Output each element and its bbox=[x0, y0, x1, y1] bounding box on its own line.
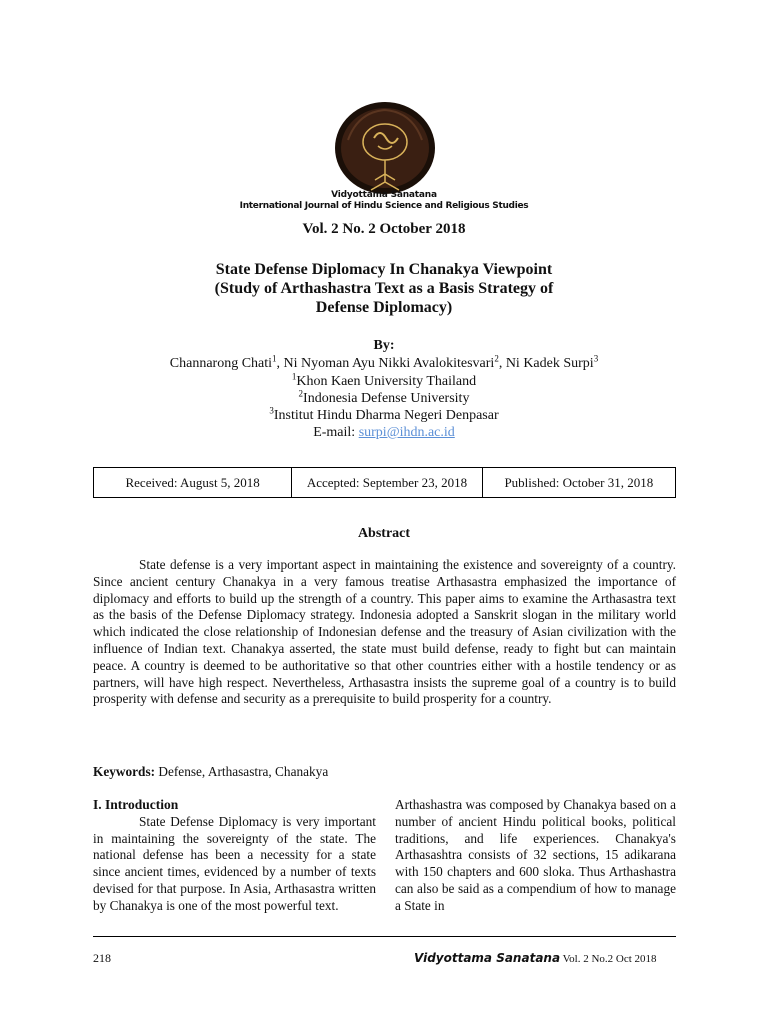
author-1: Channarong Chati bbox=[169, 356, 273, 371]
affiliation-3: $^3$Institut Hindu Dharma Negeri Denpasar bbox=[269, 405, 499, 423]
keywords-label: Keywords: bbox=[93, 764, 156, 779]
intro-right-column bbox=[395, 797, 676, 915]
keywords-value: Defense, Arthasastra, Chanakya bbox=[158, 764, 329, 779]
paper-title bbox=[0, 260, 768, 317]
received-date: Received: August 5, 2018 bbox=[94, 468, 292, 497]
footer-brand: Vidyottama Sanatana bbox=[414, 951, 561, 965]
intro-right-text: Arthashastra was composed by Chanakya based on a number of ancient Hindu political books, political traditions, and life experiences. Chanakya's Arthasashtra consists of 32 sections, 15 adikarana with 150 chapters and 600 sloka. Thus Arthashastra can also be said as a compendium of how to manage a State in bbox=[395, 797, 677, 913]
published-date: Published: October 31, 2018 bbox=[504, 474, 654, 490]
title-line-1: State Defense Diplomacy In Chanakya Viewpoint bbox=[215, 261, 553, 278]
keywords bbox=[93, 764, 328, 780]
section-heading: I. Introduction bbox=[93, 797, 179, 812]
affiliation-2: $^2$Indonesia Defense University bbox=[298, 388, 470, 406]
journal-logo bbox=[330, 100, 440, 200]
email-label: E-mail: bbox=[313, 425, 356, 440]
page-number: 218 bbox=[93, 951, 111, 965]
accepted-date: Accepted: September 23, 2018 bbox=[292, 468, 482, 497]
author-3: Ni Kadek Surpi bbox=[505, 356, 594, 371]
journal-logo-emblem-icon bbox=[330, 100, 440, 200]
abstract-heading: Abstract bbox=[357, 526, 411, 541]
intro-left-text: State Defense Diplomacy is very important in maintaining the sovereignty of the state. The national defense has been a necessity for a state since ancient times, evidenced by a number of texts devised for that purpose. In Asia, Arthasastra written by Chanakya is one of the most powerful text. bbox=[93, 813, 376, 913]
journal-name: Vidyottama Sanatana bbox=[331, 190, 437, 200]
abstract-text: State defense is a very important aspect in maintaining the existence and sovereignty of a country. Since ancient century Chanakya in a very famous treatise Arthasastra emphasized the importance of diplomacy and efforts to build up the strength of a country. This paper aims to examine the Arthasastra text as the basis of the Defense Diplomacy strategy. Indonesia adopted a Sanskrit slogan in the military world which indicated the close relationship of Indonesian defense and the treasury of Asian civilization with the influence of Indian text. Chanakya asserted, the state must build defense, ready to fight but can maintain peace. A country is deemed to be authoritative so that other countries either with a hostile tendency or as partners, will have high respect. Nevertheless, Arthasastra insists the supreme goal of a country is to build prosperity with defense and security as a prerequisite to build prosperity for a country. bbox=[93, 557, 676, 707]
journal-subtitle: International Journal of Hindu Science and Religious Studies bbox=[239, 201, 529, 211]
dates-table bbox=[93, 467, 676, 498]
title-line-2: (Study of Arthashastra Text as a Basis Strategy of bbox=[214, 280, 554, 297]
email-link[interactable]: surpi@ihdn.ac.id bbox=[358, 425, 455, 440]
by-label: By: bbox=[373, 338, 395, 353]
footer-issue: Vol. 2 No.2 Oct 2018 bbox=[562, 953, 657, 965]
title-line-3: Defense Diplomacy) bbox=[315, 299, 453, 316]
intro-left-column bbox=[93, 797, 376, 915]
author-2: Ni Nyoman Ayu Nikki Avalokitesvari bbox=[283, 356, 495, 371]
affiliation-1: $^1$Khon Kaen University Thailand bbox=[291, 371, 477, 389]
footer-citation bbox=[414, 951, 657, 965]
email-line bbox=[0, 424, 768, 441]
author-list: Channarong Chati$^1$, Ni Nyoman Ayu Nikki Avalokitesvari$^2$, Ni Kadek Surpi$^3$ bbox=[169, 353, 599, 371]
footer-divider bbox=[93, 936, 676, 937]
volume-issue: Vol. 2 No. 2 October 2018 bbox=[302, 221, 466, 237]
